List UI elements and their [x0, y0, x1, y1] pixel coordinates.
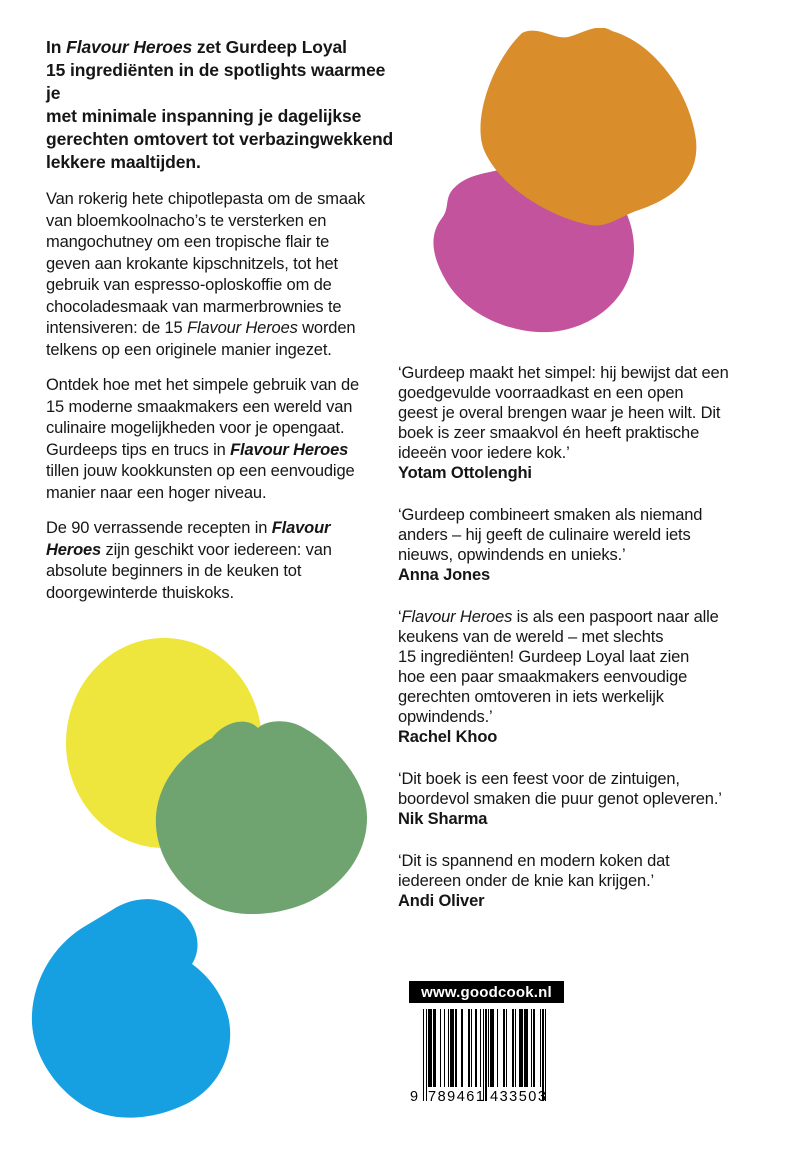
isbn-group-1: 789461: [428, 1089, 486, 1105]
quote-author: Yotam Ottolenghi: [398, 464, 532, 482]
quote-text: ‘Flavour Heroes is als een paspoort naar alle keukens van de wereld – met slechts 15 ingrediënten! Gurdeep Loyal laat zien hoe een paar smaakmakers eenvoudige gerechten omtoveren in iets werkelijk opwindends.’: [398, 608, 719, 726]
quote-author: Rachel Khoo: [398, 728, 498, 746]
blue-blob-shape: [32, 899, 230, 1118]
quote-author: Andi Oliver: [398, 892, 485, 910]
isbn-digits: [410, 1089, 549, 1109]
blurb-paragraph-3: Ontdek hoe met het simpele gebruik van de 15 moderne smaakmakers een wereld van culinaire mogelijkheden voor je opengaat. Gurdeeps tips en trucs in Flavour Heroes tillen jouw kookkunsten op een eenvoudige manier naar een hoger niveau.: [46, 376, 360, 502]
barcode-bars: [423, 1009, 549, 1087]
blurb-paragraph-4: De 90 verrassende recepten in Flavour Heroes zijn geschikt voor iedereen: van absolute beginners in de keuken tot doorgewinterde thuiskoks.: [46, 519, 332, 602]
barcode: [410, 1009, 549, 1111]
quote-text: ‘Gurdeep combineert smaken als niemand anders – hij geeft de culinaire wereld iets nieuws, opwindends en unieks.’: [398, 506, 703, 564]
orange-blob-shape: [480, 28, 696, 226]
orange-blob: [478, 28, 702, 228]
quote-text: ‘Gurdeep maakt het simpel: hij bewijst dat een goedgevulde voorraadkast en een open geest je overal brengen waar je heen wilt. Dit boek is zeer smaakvol én heeft praktische ideeën voor iedere kok.’: [398, 364, 729, 462]
quote-block-ottolenghi: [398, 363, 760, 483]
quote-text: ‘Dit is spannend en modern koken dat iedereen onder de knie kan krijgen.’: [398, 852, 670, 890]
quote-author: Anna Jones: [398, 566, 491, 584]
isbn-group-2: 433503: [490, 1089, 548, 1105]
blue-blob: [24, 898, 242, 1124]
green-blob: [152, 718, 370, 920]
quote-block-jones: [398, 505, 760, 585]
website-url: www.goodcook.nl: [421, 983, 552, 1001]
footer-block: [409, 981, 564, 1111]
website-banner: [409, 981, 564, 1003]
quote-block-khoo: [398, 607, 760, 747]
isbn-lead-digit: 9: [410, 1089, 419, 1105]
blurb-paragraph-2: Van rokerig hete chipotlepasta om de smaak van bloemkoolnacho’s te versterken en mangochutney om een tropische flair te geven aan krokante kipschnitzels, tot het gebruik van espresso-oploskoffie om de chocoladesmaak van marmerbrownies te intensiveren: de 15 Flavour Heroes worden telkens op een originele manier ingezet.: [46, 190, 365, 359]
quote-block-sharma: [398, 769, 760, 829]
quote-block-oliver: [398, 851, 760, 911]
quote-author: Nik Sharma: [398, 810, 488, 828]
blurb-column: [46, 36, 398, 618]
quotes-column: [398, 363, 760, 933]
quote-text: ‘Dit boek is een feest voor de zintuigen, boordevol smaken die puur genot opleveren.’: [398, 770, 722, 808]
blurb-intro-paragraph: In Flavour Heroes zet Gurdeep Loyal 15 ingrediënten in de spotlights waarmee je met minimale inspanning je dagelijkse gerechten omtovert tot verbazingwekkend lekkere maaltijden.: [46, 37, 394, 172]
green-blob-shape: [156, 721, 367, 914]
